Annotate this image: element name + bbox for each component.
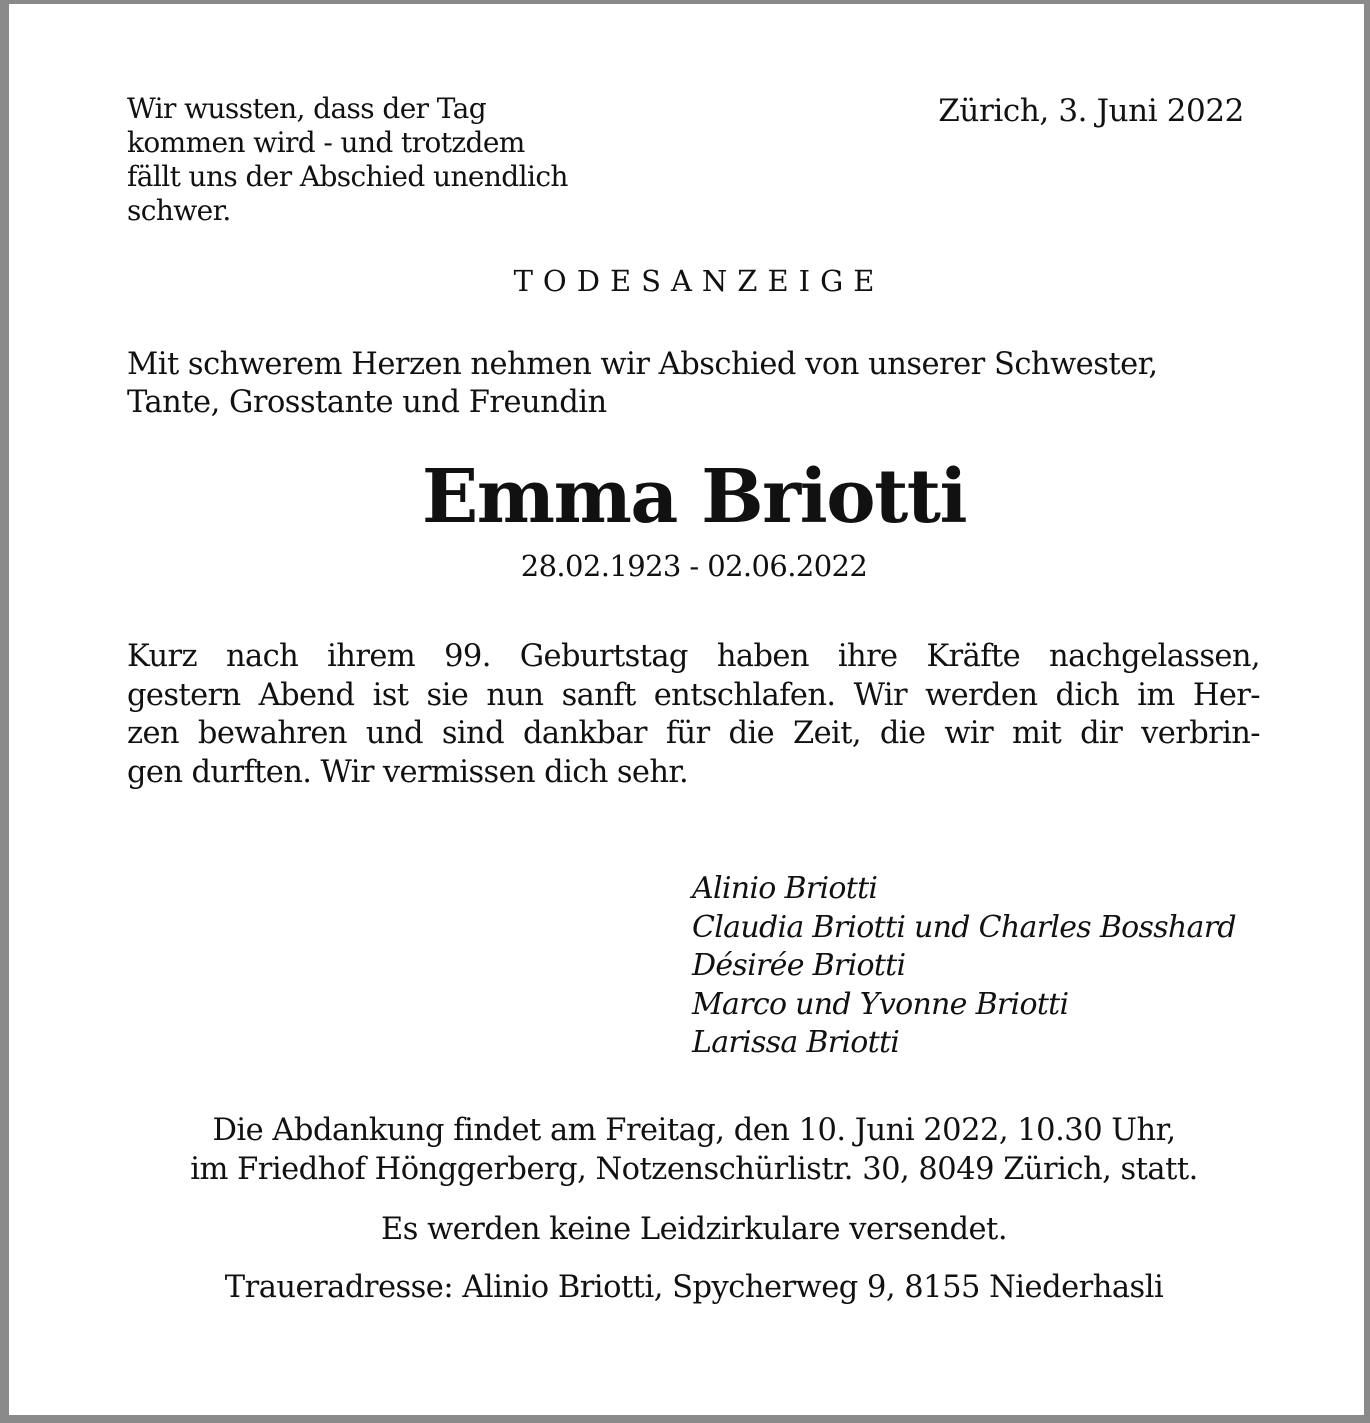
signer-name: Alinio Briotti [692, 871, 878, 906]
motto-line: kommen wird - und trotzdem [127, 126, 525, 159]
message-line: gen durften. Wir vermissen dich sehr. [127, 754, 689, 790]
motto-line: fällt uns der Abschied unendlich [127, 160, 568, 193]
no-circulars-note: Es werden keine Leidzirkulare versendet. [380, 1212, 1008, 1247]
place-and-date: Zürich, 3. Juni 2022 [938, 93, 1244, 129]
life-dates: 28.02.1923 - 02.06.2022 [520, 549, 868, 583]
intro-text [127, 346, 1267, 422]
message-text [127, 638, 1260, 792]
deceased-name: Emma Briotti [421, 454, 967, 540]
intro-line: Tante, Grosstante und Freundin [127, 385, 607, 420]
ceremony-info [9, 1111, 1370, 1189]
signer-name: Larissa Briotti [692, 1025, 900, 1060]
message-line: zen bewahren und sind dankbar für die Zeit, die wir mit dir verbrin- [127, 716, 1260, 751]
notice-heading: TODESANZEIGE [513, 264, 885, 298]
mourning-address: Traueradresse: Alinio Briotti, Spycherweg 9, 8155 Niederhasli [224, 1270, 1164, 1305]
message-line: gestern Abend ist sie nun sanft entschlafen. Wir werden dich im Her- [127, 677, 1260, 713]
signer-name: Claudia Briotti und Charles Bosshard [692, 909, 1236, 945]
signer-name: Désirée Briotti [692, 948, 906, 983]
ceremony-line: im Friedhof Hönggerberg, Notzenschürlistr. 30, 8049 Zürich, statt. [190, 1152, 1198, 1187]
motto-quote [127, 92, 647, 228]
message-line: Kurz nach ihrem 99. Geburtstag haben ihre Kräfte nachgelassen, [127, 639, 1260, 674]
motto-line: schwer. [127, 194, 231, 227]
ceremony-line: Die Abdankung findet am Freitag, den 10. Juni 2022, 10.30 Uhr, [212, 1113, 1176, 1148]
signer-name: Marco und Yvonne Briotti [692, 986, 1069, 1022]
intro-line: Mit schwerem Herzen nehmen wir Abschied von unserer Schwester, [127, 347, 1158, 382]
motto-line: Wir wussten, dass der Tag [127, 92, 487, 125]
signers-list [692, 870, 1332, 1063]
